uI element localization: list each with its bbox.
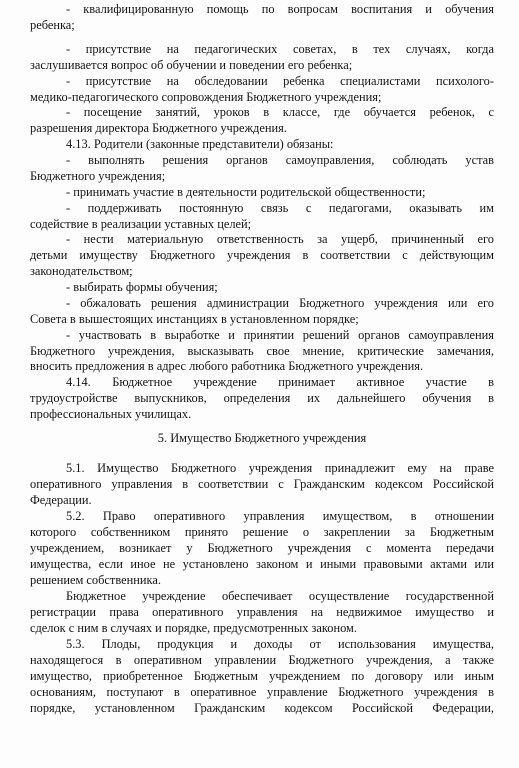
text-line: 4.14. Бюджетное учреждение принимает активное участие в (66, 375, 494, 389)
text-line: 5.3. Плоды, продукция и доходы от использования имущества, (66, 637, 494, 651)
text-line: - выполнять решения органов самоуправления, соблюдать устав (66, 153, 494, 167)
text-line: учреждением, возникает у Бюджетного учреждения с момента передачи (30, 541, 494, 555)
section-title: Имущество Бюджетного учреждения (170, 431, 367, 445)
text-line: порядке, установленном Гражданским кодексом Российской Федерации, (30, 701, 494, 715)
section-heading (30, 430, 494, 446)
text-line: - участвовать в выработке и принятии решений органов самоуправления (66, 328, 494, 342)
text-line: которого собственником принято решение о закреплении за Бюджетным (30, 525, 494, 539)
text-line: имущества, если иное не установлено законом и иными правовыми актами или (30, 557, 494, 571)
text-line: трудоустройстве выпускников, определения их дальнейшего обучения в (30, 391, 494, 405)
text-line: - выбирать формы обучения; (66, 280, 218, 294)
text-line: - посещение занятий, уроков в классе, где обучается ребенок, с (66, 105, 494, 119)
text-line: разрешения директора Бюджетного учреждения. (30, 121, 287, 135)
text-line: оперативного управления в соответствии с Гражданским кодексом Российской (30, 477, 494, 491)
text-line: основаниям, поступают в оперативное управление Бюджетного учреждения в (30, 685, 494, 699)
text-line: Бюджетное учреждение обеспечивает осуществление государственной (66, 589, 494, 603)
section-number: 5. (157, 431, 168, 445)
text-line: - поддерживать постоянную связь с педагогами, оказывать им (66, 201, 494, 215)
text-line: профессиональных училищах. (30, 407, 192, 421)
text-line: регистрации права оперативного управления на недвижимое имущество и (30, 605, 494, 619)
text-line: 5.2. Право оперативного управления имуществом, в отношении (66, 509, 494, 523)
text-line: сделок с ним в случаях и порядке, предусмотренных законом. (30, 621, 357, 635)
text-line: - квалифицированную помощь по вопросам воспитания и обучения (66, 2, 494, 16)
text-line: имущество, приобретенное Бюджетным учреждением по договору или иным (30, 669, 494, 683)
text-line: решением собственника. (30, 573, 161, 587)
text-line: - присутствие на педагогических советах, в тех случаях, когда (66, 42, 494, 56)
text-line: Бюджетного учреждения; (30, 169, 166, 183)
text-line: ребенка; (30, 18, 75, 32)
text-line: законодательством; (30, 264, 133, 278)
text-line: 5.1. Имущество Бюджетного учреждения принадлежит ему на праве (66, 461, 494, 475)
text-line: Федерации. (30, 493, 92, 507)
text-line: 4.13. Родители (законные представители) обязаны: (66, 137, 334, 151)
text-line: находящегося в оперативном управлении Бюджетного учреждения, а также (30, 653, 494, 667)
text-line: заслушивается вопрос об обучении и поведении его ребенка; (30, 58, 353, 72)
text-line: - нести материальную ответственность за ущерб, причиненный его (66, 232, 494, 246)
text-line: Совета в вышестоящих инстанциях в установленном порядке; (30, 312, 359, 326)
text-line: - присутствие на обследовании ребенка специалистами психолого- (66, 74, 494, 88)
text-line: - принимать участие в деятельности родительской общественности; (66, 185, 426, 199)
text-line: - обжаловать решения администрации Бюджетного учреждения или его (66, 296, 494, 310)
text-line: Бюджетного учреждения, высказывать свое мнение, критические замечания, (30, 344, 494, 358)
text-line: детьми имуществу Бюджетного учреждения в соответствии с действующим (30, 248, 494, 262)
text-line: медико-педагогического сопровождения Бюджетного учреждения; (30, 90, 382, 104)
text-line: вносить предложения в адрес любого работника Бюджетного учреждения. (30, 359, 424, 373)
text-line: содействие в реализации уставных целей; (30, 217, 252, 231)
